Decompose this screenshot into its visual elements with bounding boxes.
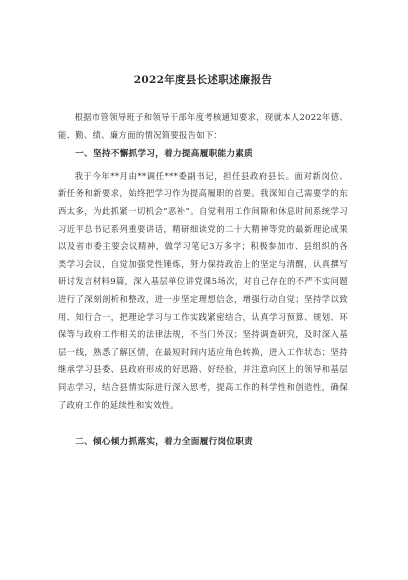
intro-paragraph: 根据市管领导班子和领导干部年度考核通知要求，现就本人2022年德、能、勤、绩、廉方面的情况简要报告如下： bbox=[58, 112, 348, 140]
section-body-1: 我于今年**月由**调任***委副书记，担任县政府县长。面对新岗位、新任务和新要求，始终把学习作为提高履职的首要。我深知自己需要学的东西太多，为此抓紧一切机会“恶补”。自觉利用工作间隙和休息时间系统学习习近平总书记系列重要讲话，精研细读党的二十大精神等党的最新理论成果以及省市委主要会议精神，做学习笔记3万多字；积极参加市、县组织的各类学习会议，自觉加强党性锤炼，努力保持政治上的坚定与清醒，认真撰写研讨发言材料9篇，深入基层单位讲党课5场次，对自己存在的不严不实问题进行了深刻剖析和整改，进一步坚定理想信念，增强行动自觉；坚持学以致用、知行合一，把理论学习与工作实践紧密结合，认真学习预算、规划、环保等与政府工作相关的法律法规，不当门外汉；坚持调查研究，及时深入基层一线，熟悉了解区情，在最短时间内适应角色转换，进入工作状态；坚持继承学习县委、县政府形成的好思路、好经验，并注意向区上的领导和基层同志学习，结合县情实际进行深入思考，提高工作的科学性和创造性，确保了政府工作的延续性和实效性。 bbox=[58, 170, 348, 410]
section-heading-1: 一、坚持不懈抓学习，着力提高履职能力素质 bbox=[75, 149, 254, 160]
document-title: 2022年度县长述职述廉报告 bbox=[133, 74, 273, 86]
section-heading-2: 二、倾心倾力抓落实，着力全面履行岗位职责 bbox=[75, 437, 254, 448]
